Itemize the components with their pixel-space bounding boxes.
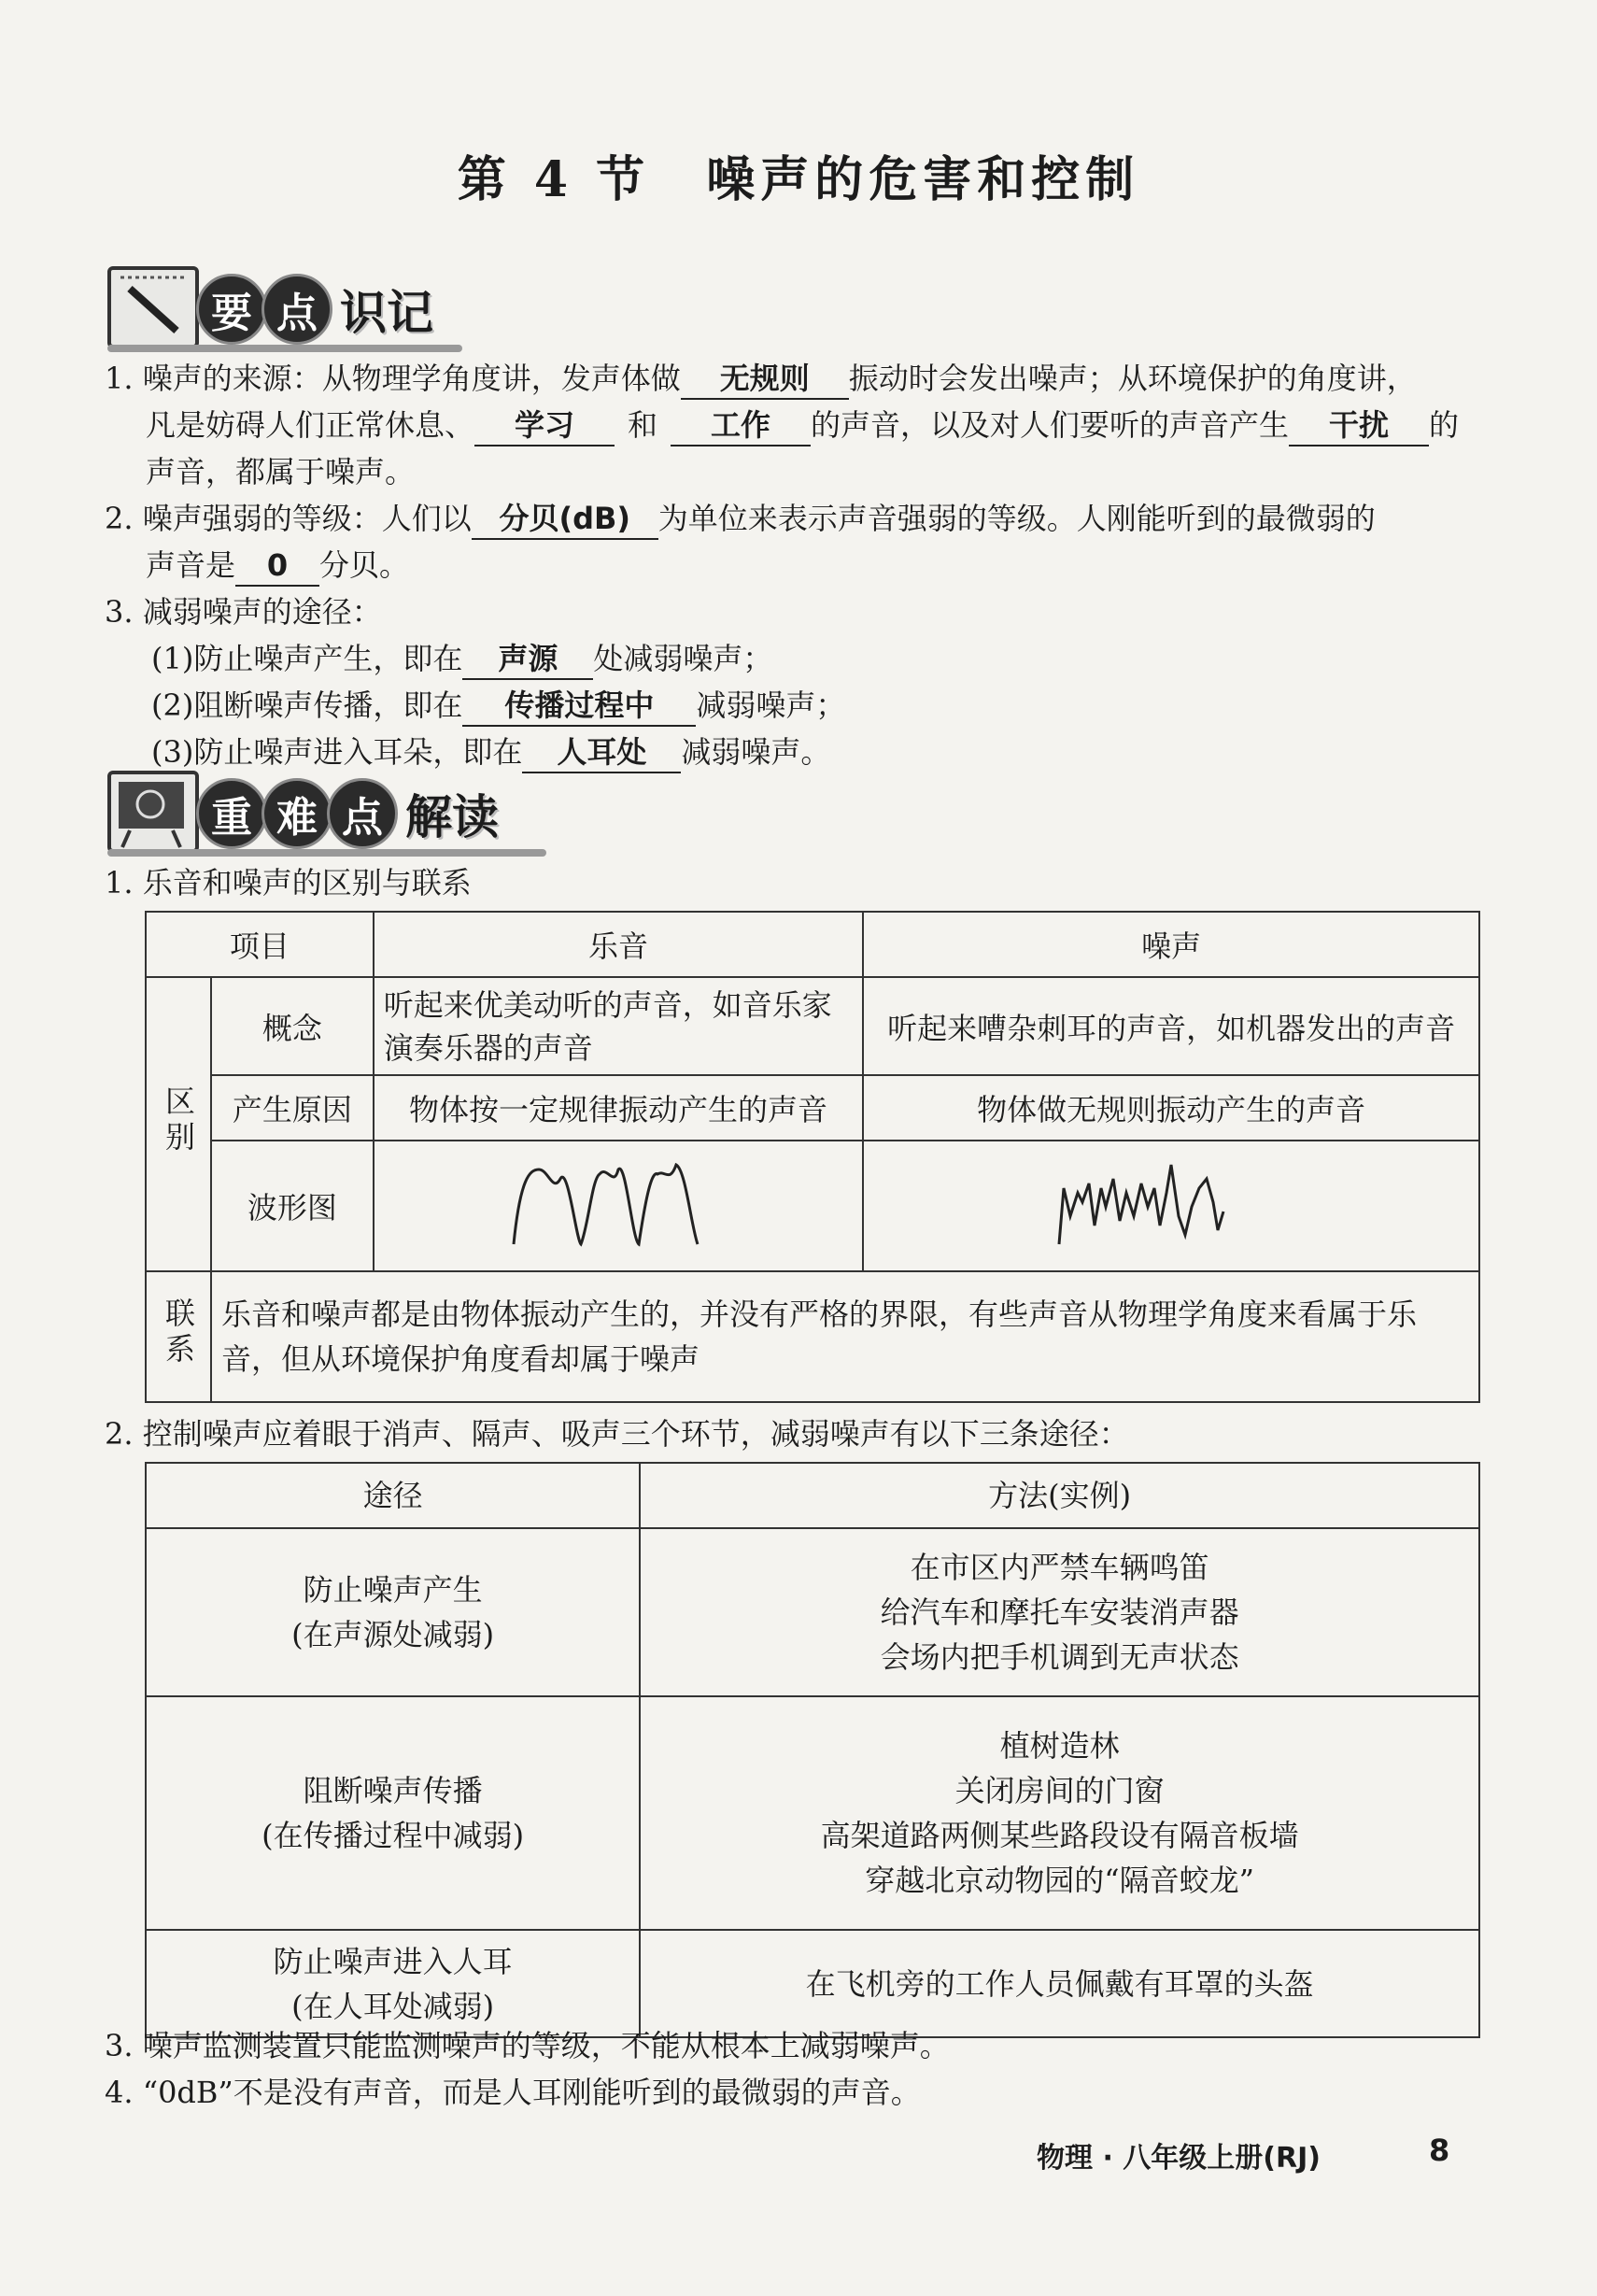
- text: 3. 噪声监测装置只能监测噪声的等级，不能从根本上减弱噪声。: [105, 2028, 950, 2063]
- difference-label: [146, 977, 211, 1271]
- header-method: 方法(实例): [640, 1463, 1479, 1528]
- header-noise: 噪声: [863, 912, 1479, 977]
- text: 4. “0dB”不是没有声音，而是人耳刚能听到的最微弱的声音。: [105, 2075, 921, 2110]
- answer-blank: 传播过程中: [462, 686, 696, 727]
- method-cell: [640, 1696, 1479, 1930]
- text: 为单位来表示声音强弱的等级。人刚能听到的最微弱的: [657, 501, 1376, 536]
- text: 处减弱噪声；: [593, 641, 773, 676]
- way-cell: [146, 1528, 640, 1696]
- text: 声音是: [146, 547, 236, 583]
- text: (在传播过程中减弱): [261, 1818, 525, 1853]
- text: (1)防止噪声产生，即在: [151, 641, 463, 676]
- connection-label: [146, 1271, 211, 1402]
- answer-blank: 声源: [462, 639, 593, 680]
- text: 凡是妨碍人们正常休息、: [146, 407, 475, 443]
- text: 1. 乐音和噪声的区别与联系: [105, 865, 472, 900]
- text: 减弱噪声；: [696, 687, 846, 723]
- section-number: 第 4 节: [457, 151, 651, 208]
- section-label: 识记: [340, 286, 433, 340]
- page-number: 8: [1429, 2133, 1450, 2168]
- badge: 要: [196, 274, 267, 345]
- cell: 物体按一定规律振动产生的声音: [374, 1075, 863, 1141]
- row-label: 波形图: [211, 1141, 374, 1271]
- badge: 点: [327, 778, 398, 849]
- item-1: [105, 859, 1487, 906]
- header-item: 项目: [146, 912, 374, 977]
- text: 防止噪声产生: [303, 1572, 483, 1608]
- text: 1. 噪声的来源：从物理学角度讲，发声体做: [105, 361, 681, 396]
- music-waveform-graphic: [506, 1151, 730, 1254]
- music-noise-table: [145, 911, 1480, 1403]
- section-header-difficult-points: [107, 771, 574, 864]
- badge: 难: [261, 778, 332, 849]
- text: (在声源处减弱): [291, 1617, 495, 1652]
- cell: 听起来优美动听的声音，如音乐家演奏乐器的声音: [374, 977, 863, 1075]
- text: (2)阻断噪声传播，即在: [151, 687, 463, 723]
- section-header-key-points: [107, 266, 500, 360]
- badge: 重: [196, 778, 267, 849]
- key-points-body: [105, 355, 1487, 775]
- text: 振动时会发出噪声；从环境保护的角度讲，: [848, 361, 1417, 396]
- text: 防止噪声进入人耳: [273, 1943, 513, 1979]
- noise-waveform: [863, 1141, 1479, 1271]
- connection-text: 乐音和噪声都是由物体振动产生的，并没有严格的界限，有些声音从物理学角度来看属于乐音，但从环境保护角度看却属于噪声: [211, 1271, 1479, 1402]
- badge: 点: [261, 274, 332, 345]
- text: (在人耳处减弱): [291, 1988, 495, 2024]
- answer-blank: 学习: [474, 405, 615, 446]
- header-music: 乐音: [374, 912, 863, 977]
- items-3-4: [105, 2022, 1487, 2116]
- text: 在飞机旁的工作人员佩戴有耳罩的头盔: [805, 1965, 1314, 2002]
- section-label: 解读: [405, 790, 499, 844]
- section-title: 噪声的危害和控制: [706, 151, 1140, 208]
- text: 给汽车和摩托车安装消声器: [880, 1594, 1239, 1630]
- text: 3. 减弱噪声的途径：: [105, 594, 382, 630]
- text: 高架道路两侧某些路段设有隔音板墙: [820, 1818, 1299, 1853]
- text: 阻断噪声传播: [303, 1773, 483, 1808]
- notepad-icon: [107, 266, 199, 348]
- answer-blank: 分贝(dB): [472, 499, 658, 540]
- text: 在市区内严禁车辆鸣笛: [910, 1550, 1209, 1585]
- text: 减弱噪声。: [681, 734, 831, 770]
- book-title: 物理 · 八年级上册(RJ): [1037, 2142, 1321, 2175]
- text: 联系: [160, 1297, 196, 1368]
- noise-control-table: [145, 1462, 1480, 2038]
- answer-blank: 0: [235, 546, 319, 587]
- text: 植树造林: [999, 1728, 1120, 1764]
- text: (3)防止噪声进入耳朵，即在: [151, 734, 523, 770]
- row-label: 产生原因: [211, 1075, 374, 1141]
- text: 2. 噪声强弱的等级：人们以: [105, 501, 472, 536]
- page-title: [0, 140, 1597, 210]
- section-underline: [107, 345, 462, 352]
- text: 2. 控制噪声应着眼于消声、隔声、吸声三个环节，减弱噪声有以下三条途径：: [105, 1416, 1129, 1452]
- blackboard-icon: [107, 771, 199, 853]
- answer-blank: 工作: [671, 405, 811, 446]
- way-cell: [146, 1930, 640, 2037]
- text: 会场内把手机调到无声状态: [880, 1639, 1239, 1675]
- way-cell: [146, 1696, 640, 1930]
- music-waveform: [374, 1141, 863, 1271]
- method-cell: [640, 1930, 1479, 2037]
- item-2: [105, 1410, 1487, 1457]
- answer-blank: 无规则: [681, 359, 849, 400]
- text: 分贝。: [319, 547, 410, 583]
- answer-blank: 人耳处: [522, 732, 681, 773]
- text: 和: [628, 407, 658, 443]
- text: 关闭房间的门窗: [954, 1773, 1165, 1808]
- text: 声音，都属于噪声。: [146, 454, 416, 489]
- noise-waveform-graphic: [1050, 1151, 1293, 1254]
- cell: 听起来嘈杂刺耳的声音，如机器发出的声音: [863, 977, 1479, 1075]
- header-way: 途径: [146, 1463, 640, 1528]
- text: 穿越北京动物园的“隔音蛟龙”: [865, 1863, 1254, 1898]
- answer-blank: 干扰: [1289, 405, 1429, 446]
- text: 的: [1429, 407, 1460, 443]
- cell: 物体做无规则振动产生的声音: [863, 1075, 1479, 1141]
- row-label: 概念: [211, 977, 374, 1075]
- method-cell: [640, 1528, 1479, 1696]
- text: 的声音，以及对人们要听的声音产生: [811, 407, 1290, 443]
- section-underline: [107, 849, 546, 857]
- text: 区别: [160, 1084, 196, 1156]
